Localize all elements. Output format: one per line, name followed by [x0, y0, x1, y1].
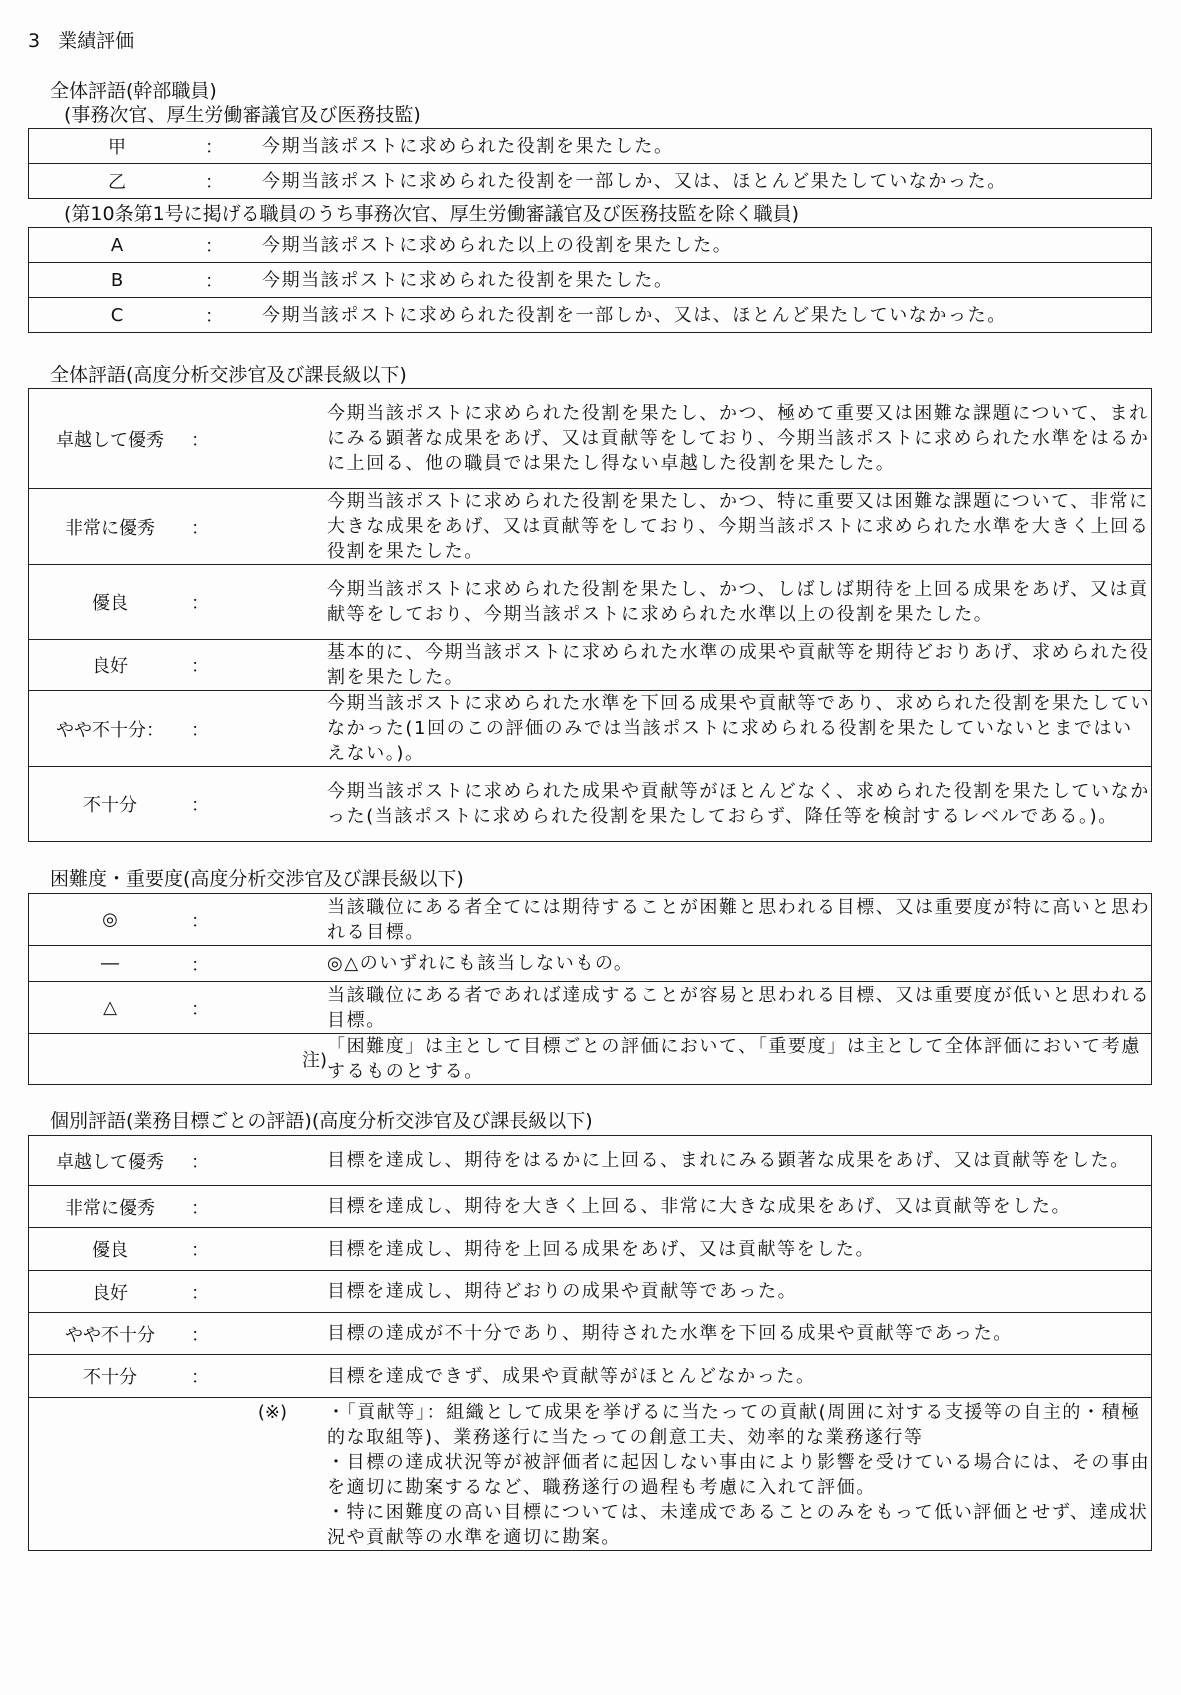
grade-label: 不十分: [29, 767, 192, 842]
grade-description: 目標の達成が不十分であり、期待された水準を下回る成果や貢献等であった。: [327, 1313, 1152, 1355]
grade-description: 今期当該ポストに求められた役割を果たした。: [262, 129, 1152, 164]
grade-label: 卓越して優秀: [29, 1136, 192, 1186]
grade-label: 非常に優秀: [29, 489, 192, 565]
grade-label: C: [29, 298, 206, 333]
note-label: 注): [29, 1034, 328, 1085]
note-description: 「困難度」は主として目標ごとの評価において、「重要度」は主として全体評価において考慮するものとする。: [327, 1034, 1152, 1085]
colon-separator: ：: [205, 263, 262, 298]
grade-description: 今期当該ポストに求められた役割を一部しか、又は、ほとんど果たしていなかった。: [262, 164, 1152, 199]
individual-rating-table: [28, 1135, 1152, 1551]
colon-separator: ：: [205, 164, 262, 199]
colon-separator: ：: [191, 389, 327, 489]
executive-group2-subheading: (第10条第1号に掲げる職員のうち事務次官、厚生労働審議官及び医務技監を除く職員): [64, 203, 800, 225]
note-line: ・「貢献等」：組織として成果を挙げるに当たっての貢献(周囲に対する支援等の自主的・積極的な取組等)、業務遂行に当たっての創意工夫、効率的な業務遂行等: [327, 1402, 1141, 1448]
colon-separator: ：: [191, 946, 327, 982]
dash-icon: ―: [29, 946, 192, 982]
colon-separator: ：: [191, 1313, 327, 1355]
table-row: [29, 389, 1152, 489]
grade-label: A: [29, 228, 206, 263]
table-row: [29, 129, 1152, 164]
grade-label: 良好: [29, 640, 192, 691]
section-number: 3: [28, 30, 41, 52]
note-line: ・特に困難度の高い目標については、未達成であることのみをもって低い評価とせず、達成状況や貢献等の水準を適切に勘案。: [327, 1502, 1149, 1548]
table-row: [29, 164, 1152, 199]
table-row: [29, 298, 1152, 333]
table-row: [29, 1313, 1152, 1355]
difficulty-heading: 困難度・重要度(高度分析交渉官及び課長級以下): [50, 868, 464, 890]
triangle-icon: △: [29, 982, 192, 1034]
table-row: [29, 767, 1152, 842]
colon-separator: ：: [205, 298, 262, 333]
individual-heading: 個別評語(業務目標ごとの評語)(高度分析交渉官及び課長級以下): [50, 1110, 593, 1132]
grade-description: 目標を達成し、期待どおりの成果や貢献等であった。: [327, 1271, 1152, 1313]
colon-separator: ：: [205, 228, 262, 263]
colon-separator: ：: [191, 565, 327, 640]
double-circle-icon: ◎: [29, 894, 192, 946]
grade-description: 目標を達成し、期待をはるかに上回る、まれにみる顕著な成果をあげ、又は貢献等をした。: [327, 1136, 1152, 1186]
colon-separator: ：: [191, 1186, 327, 1228]
colon-separator: ：: [191, 1136, 327, 1186]
grade-description: 今期当該ポストに求められた役割を一部しか、又は、ほとんど果たしていなかった。: [262, 298, 1152, 333]
difficulty-table: [28, 893, 1152, 1085]
colon-separator: ：: [191, 640, 327, 691]
table-row: [29, 894, 1152, 946]
colon-separator: ：: [191, 894, 327, 946]
section-title: [28, 30, 134, 52]
note-line: ・目標の達成状況等が被評価者に起因しない事由により影響を受けている場合には、その事由を適切に勘案するなど、職務遂行の過程も考慮に入れて評価。: [327, 1452, 1151, 1498]
table-row: [29, 1271, 1152, 1313]
grade-description: 当該職位にある者であれば達成することが容易と思われる目標、又は重要度が低いと思われる目標。: [327, 982, 1152, 1034]
grade-description: 今期当該ポストに求められた役割を果たし、かつ、しばしば期待を上回る成果をあげ、又は貢献等をしており、今期当該ポストに求められた水準以上の役割を果たした。: [327, 565, 1152, 640]
table-row: [29, 1034, 1152, 1085]
table-row: [29, 1136, 1152, 1186]
table-row: [29, 1398, 1152, 1551]
grade-label: 卓越して優秀: [29, 389, 192, 489]
grade-label: やや不十分：: [29, 691, 192, 767]
grade-description: 目標を達成し、期待を上回る成果をあげ、又は貢献等をした。: [327, 1228, 1152, 1271]
grade-label: 優良: [29, 1228, 192, 1271]
executive-group1-subheading: (事務次官、厚生労働審議官及び医務技監): [64, 104, 421, 126]
grade-label: 非常に優秀: [29, 1186, 192, 1228]
colon-separator: ：: [191, 1355, 327, 1398]
table-row: [29, 489, 1152, 565]
executive-group2-table: [28, 227, 1152, 333]
grade-description: 今期当該ポストに求められた役割を果たし、かつ、特に重要又は困難な課題について、非常に大きな成果をあげ、又は貢献等をしており、今期当該ポストに求められた水準を大きく上回る役割を果たした。: [327, 489, 1152, 565]
grade-description: 当該職位にある者全てには期待することが困難と思われる目標、又は重要度が特に高いと思われる目標。: [327, 894, 1152, 946]
overall-rating-table: [28, 388, 1152, 842]
grade-label: B: [29, 263, 206, 298]
grade-label: 乙: [29, 164, 206, 199]
colon-separator: ：: [191, 1228, 327, 1271]
colon-separator: ：: [205, 129, 262, 164]
overall-heading: 全体評語(高度分析交渉官及び課長級以下): [50, 364, 407, 386]
note-label: (※): [29, 1398, 328, 1551]
table-row: [29, 946, 1152, 982]
grade-description: 目標を達成し、期待を大きく上回る、非常に大きな成果をあげ、又は貢献等をした。: [327, 1186, 1152, 1228]
grade-description: 基本的に、今期当該ポストに求められた水準の成果や貢献等を期待どおりあげ、求められた役割を果たした。: [327, 640, 1152, 691]
grade-description: 今期当該ポストに求められた成果や貢献等がほとんどなく、求められた役割を果たしていなかった(当該ポストに求められた役割を果たしておらず、降任等を検討するレベルである。)。: [327, 767, 1152, 842]
colon-separator: ：: [191, 489, 327, 565]
grade-description: 今期当該ポストに求められた役割を果たした。: [262, 263, 1152, 298]
table-row: [29, 982, 1152, 1034]
table-row: [29, 263, 1152, 298]
grade-description: 今期当該ポストに求められた以上の役割を果たした。: [262, 228, 1152, 263]
colon-separator: ：: [191, 691, 327, 767]
table-row: [29, 228, 1152, 263]
table-row: [29, 565, 1152, 640]
table-row: [29, 1228, 1152, 1271]
executive-group1-table: [28, 128, 1152, 199]
table-row: [29, 640, 1152, 691]
colon-separator: ：: [191, 982, 327, 1034]
grade-label: やや不十分: [29, 1313, 192, 1355]
colon-separator: ：: [191, 767, 327, 842]
grade-description: ◎△のいずれにも該当しないもの。: [327, 946, 1152, 982]
executive-heading: 全体評語(幹部職員): [50, 80, 217, 102]
grade-description: 目標を達成できず、成果や貢献等がほとんどなかった。: [327, 1355, 1152, 1398]
grade-label: 優良: [29, 565, 192, 640]
grade-label: 不十分: [29, 1355, 192, 1398]
colon-separator: ：: [191, 1271, 327, 1313]
grade-label: 良好: [29, 1271, 192, 1313]
table-row: [29, 691, 1152, 767]
grade-label: 甲: [29, 129, 206, 164]
table-row: [29, 1355, 1152, 1398]
section-title-text: 業績評価: [58, 30, 135, 52]
note-description: [327, 1398, 1152, 1551]
grade-description: 今期当該ポストに求められた役割を果たし、かつ、極めて重要又は困難な課題について、まれにみる顕著な成果をあげ、又は貢献等をしており、今期当該ポストに求められた水準をはるかに上回る、他の職員では果たし得ない卓越した役割を果たした。: [327, 389, 1152, 489]
table-row: [29, 1186, 1152, 1228]
grade-description: 今期当該ポストに求められた水準を下回る成果や貢献等であり、求められた役割を果たしていなかった(1回のこの評価のみでは当該ポストに求められる役割を果たしていないとまではいえない。)。: [327, 691, 1152, 767]
